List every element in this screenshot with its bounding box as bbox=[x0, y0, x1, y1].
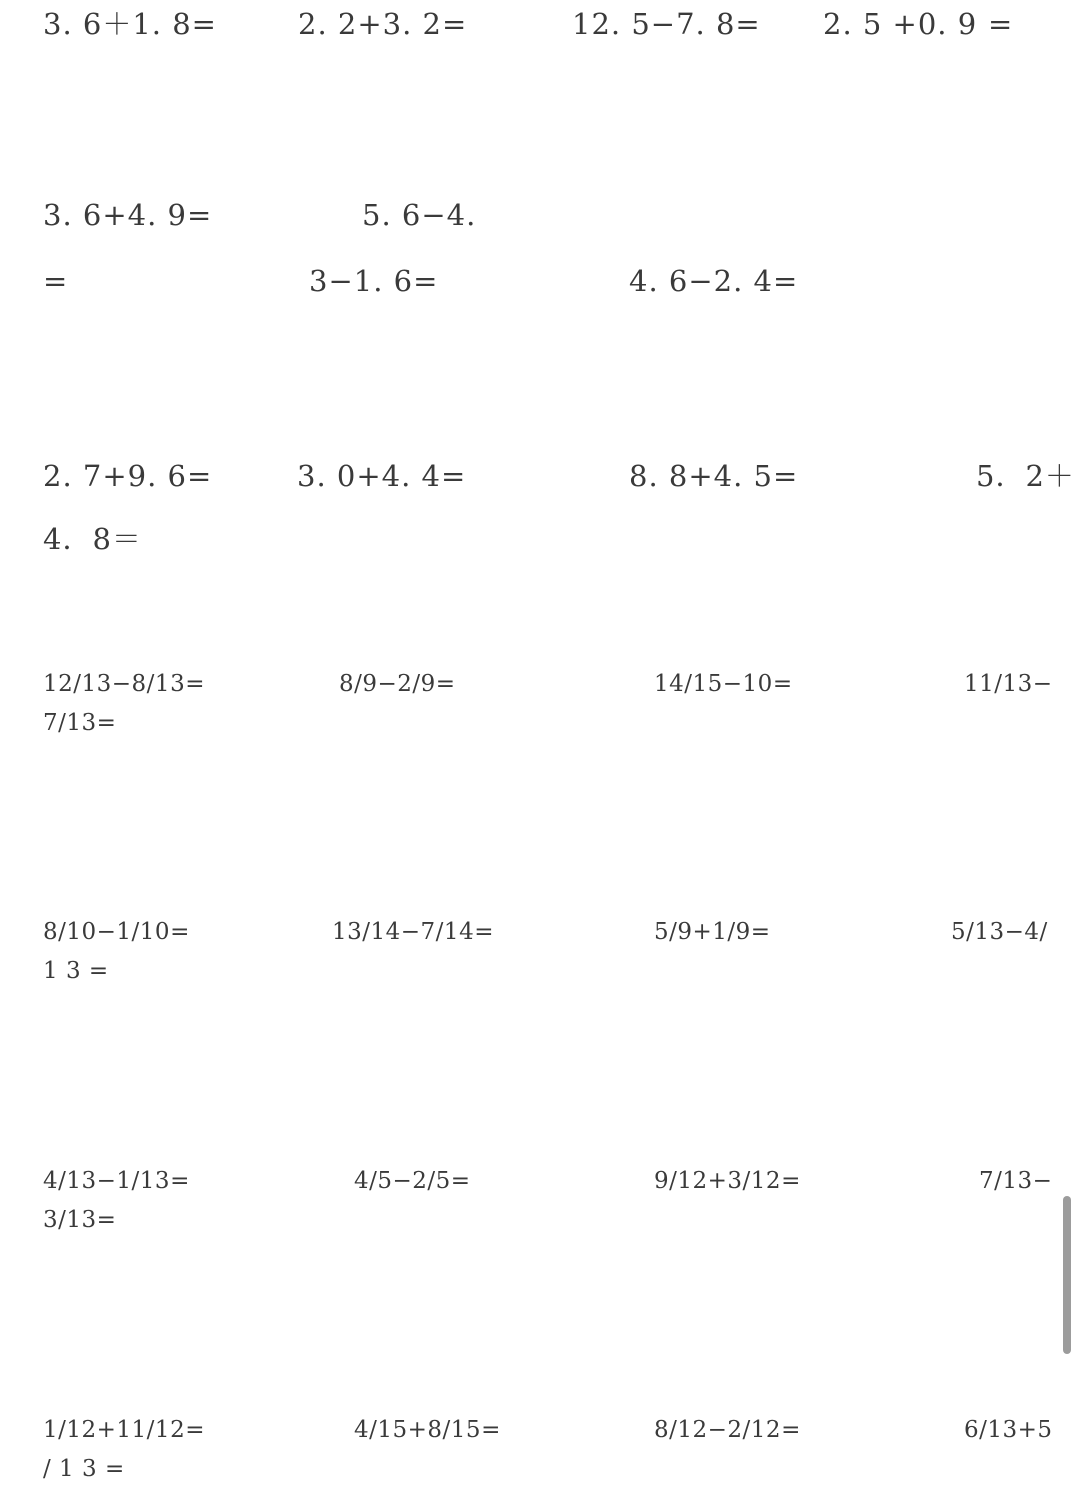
vertical-scrollbar[interactable] bbox=[1063, 1196, 1071, 1354]
problem-text: 7/13− bbox=[979, 1168, 1053, 1194]
problem-text: 3. 6＋1. 8= bbox=[43, 7, 217, 41]
problem-text: 8/12−2/12= bbox=[654, 1417, 801, 1443]
problem-text: 4/5−2/5= bbox=[354, 1168, 471, 1194]
problem-text: = bbox=[988, 7, 1014, 41]
problem-text: 1/12+11/12= bbox=[43, 1417, 205, 1443]
problem-text: / 1 3 = bbox=[43, 1456, 125, 1482]
problem-text: 9/12+3/12= bbox=[654, 1168, 801, 1194]
problem-text: 5/9+1/9= bbox=[654, 919, 771, 945]
problem-text: 3−1. 6= bbox=[309, 264, 439, 298]
problem-text: 7/13= bbox=[43, 710, 117, 736]
problem-text: 4．8＝ bbox=[43, 522, 142, 556]
problem-text: 4/15+8/15= bbox=[354, 1417, 501, 1443]
problem-text: 13/14−7/14= bbox=[332, 919, 494, 945]
problem-text: 6/13+5 bbox=[964, 1417, 1053, 1443]
problem-text: 12/13−8/13= bbox=[43, 671, 205, 697]
problem-text: 11/13− bbox=[964, 671, 1053, 697]
problem-text: 14/15−10= bbox=[654, 671, 793, 697]
problem-text: 3/13= bbox=[43, 1207, 117, 1233]
problem-text: 4. 6−2. 4= bbox=[629, 264, 799, 298]
problem-text: 1 3 = bbox=[43, 958, 109, 984]
problem-text: 5. 6−4. bbox=[362, 198, 477, 232]
problem-text: 8/9−2/9= bbox=[339, 671, 456, 697]
problem-text: 12. 5−7. 8= bbox=[572, 7, 761, 41]
problem-text: 2. 2+3. 2= bbox=[298, 7, 468, 41]
problem-text: 2. 5 +0. 9 bbox=[823, 7, 978, 41]
problem-text: 5．2＋ bbox=[976, 459, 1075, 493]
problem-text: 3. 6+4. 9= bbox=[43, 198, 213, 232]
problem-text: 8/10−1/10= bbox=[43, 919, 190, 945]
problem-text: = bbox=[43, 264, 69, 298]
problem-text: 4/13−1/13= bbox=[43, 1168, 190, 1194]
problem-text: 5/13−4/ bbox=[951, 919, 1048, 945]
problem-text: 2. 7+9. 6= bbox=[43, 459, 213, 493]
problem-text: 8. 8+4. 5= bbox=[629, 459, 799, 493]
problem-text: 3. 0+4. 4= bbox=[297, 459, 467, 493]
